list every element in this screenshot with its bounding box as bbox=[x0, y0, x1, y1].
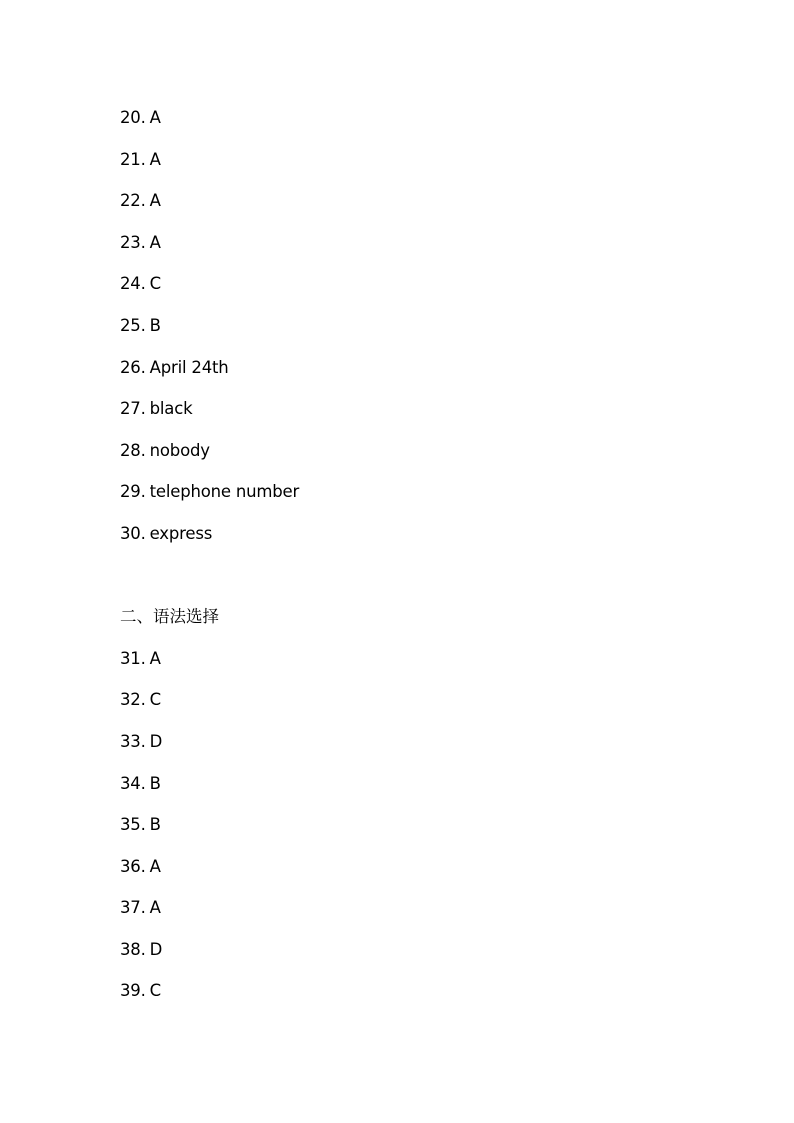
question-number: 39. bbox=[120, 981, 146, 1001]
answer-text: C bbox=[149, 274, 161, 294]
answer-line-29 bbox=[120, 480, 680, 522]
question-number: 22. bbox=[120, 191, 146, 211]
answer-line-31 bbox=[120, 647, 680, 689]
answer-line-34 bbox=[120, 772, 680, 814]
answer-text: A bbox=[149, 191, 161, 211]
answer-text: A bbox=[149, 898, 161, 918]
question-number: 25. bbox=[120, 315, 146, 335]
answer-text: express bbox=[149, 523, 213, 543]
answer-text: A bbox=[149, 648, 161, 668]
answer-line-21 bbox=[120, 148, 680, 190]
answer-line-30 bbox=[120, 522, 680, 564]
answer-line-28 bbox=[120, 439, 680, 481]
answer-text: A bbox=[149, 856, 161, 876]
answer-text: A bbox=[149, 149, 161, 169]
question-number: 34. bbox=[120, 773, 146, 793]
answer-line-33 bbox=[120, 730, 680, 772]
question-number: 26. bbox=[120, 357, 146, 377]
answer-text: C bbox=[149, 690, 161, 710]
answer-line-39 bbox=[120, 979, 680, 1021]
answer-line-38 bbox=[120, 938, 680, 980]
section-heading-grammar: 二、语法选择 bbox=[120, 607, 219, 627]
question-number: 35. bbox=[120, 815, 146, 835]
question-number: 28. bbox=[120, 440, 146, 460]
answer-line-24 bbox=[120, 272, 680, 314]
question-number: 31. bbox=[120, 648, 146, 668]
question-number: 36. bbox=[120, 856, 146, 876]
answer-text: April 24th bbox=[149, 357, 229, 377]
question-number: 29. bbox=[120, 482, 146, 502]
answer-text: D bbox=[149, 731, 163, 751]
question-number: 24. bbox=[120, 274, 146, 294]
answer-text: B bbox=[149, 773, 161, 793]
answer-text: B bbox=[149, 315, 161, 335]
answer-line-20 bbox=[120, 106, 680, 148]
answer-text: C bbox=[149, 981, 161, 1001]
answer-line-22 bbox=[120, 189, 680, 231]
answer-line-36 bbox=[120, 855, 680, 897]
question-number: 30. bbox=[120, 523, 146, 543]
answer-text: nobody bbox=[149, 440, 210, 460]
question-number: 32. bbox=[120, 690, 146, 710]
section-gap bbox=[120, 564, 680, 606]
answer-key bbox=[120, 106, 680, 1021]
question-number: 27. bbox=[120, 399, 146, 419]
answer-line-27 bbox=[120, 397, 680, 439]
question-number: 21. bbox=[120, 149, 146, 169]
question-number: 33. bbox=[120, 731, 146, 751]
answer-text: A bbox=[149, 108, 161, 127]
answer-text: B bbox=[149, 815, 161, 835]
question-number: 23. bbox=[120, 232, 146, 252]
question-number: 37. bbox=[120, 898, 146, 918]
answer-line-37 bbox=[120, 896, 680, 938]
answer-text: telephone number bbox=[149, 482, 300, 502]
question-number: 20. bbox=[120, 108, 146, 127]
question-number: 38. bbox=[120, 939, 146, 959]
answer-text: black bbox=[149, 399, 193, 419]
answer-line-32 bbox=[120, 688, 680, 730]
answer-text: D bbox=[149, 939, 163, 959]
answer-line-23 bbox=[120, 231, 680, 273]
answer-line-26 bbox=[120, 356, 680, 398]
answer-line-25 bbox=[120, 314, 680, 356]
answer-text: A bbox=[149, 232, 161, 252]
answer-line-35 bbox=[120, 813, 680, 855]
